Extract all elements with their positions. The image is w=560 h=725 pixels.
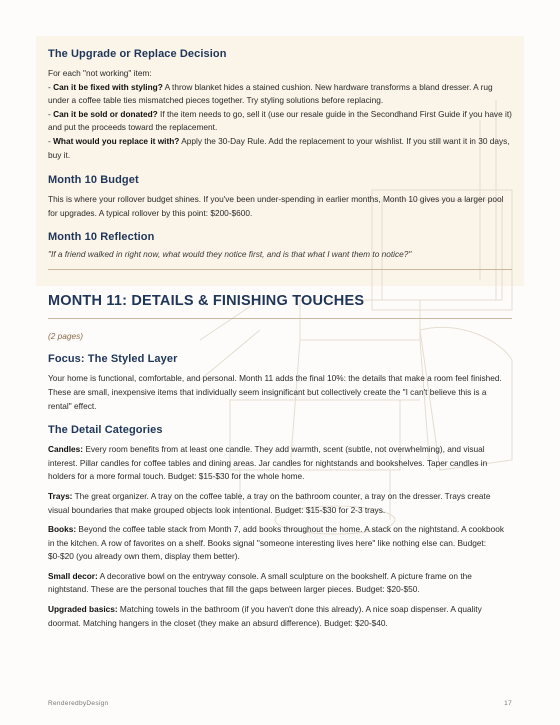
month11-title-block: [48, 293, 512, 319]
reflection-block: [48, 248, 512, 270]
page-number: 17: [504, 700, 512, 707]
reflection-heading: Month 10 Reflection: [48, 231, 155, 244]
page-footer: [48, 700, 512, 707]
focus-heading: Focus: The Styled Layer: [48, 353, 178, 366]
categories-heading: The Detail Categories: [48, 424, 163, 437]
category-item: [48, 570, 512, 597]
reflection-quote: "If a friend walked in right now, what would they notice first, and is that what I want them to notice?": [48, 249, 412, 260]
category-item: [48, 603, 512, 630]
category-text: Matching towels in the bathroom (if you haven't done this already). A nice soap dispenser. A quality doormat. Matching hangers in the closet (they make an absurd difference). Budget: $20-$40.: [48, 604, 482, 628]
category-lead: Upgraded basics:: [48, 604, 118, 615]
category-lead: Small decor:: [48, 570, 98, 581]
upgrade-intro: For each "not working" item:: [48, 68, 152, 78]
category-item: [48, 443, 512, 484]
pages-note: (2 pages): [48, 331, 84, 342]
focus-text: Your home is functional, comfortable, and personal. Month 11 adds the final 10%: the details that make a room feel finished. These are small, inexpensive items that individually seem insignificant but collectively create the "I can't believe this is a rental" effect.: [48, 373, 502, 411]
upgrade-item-text: If the item needs to go, sell it (use our resale guide in the Secondhand First Guide if you have it) and put the proceeds toward the replacement.: [48, 108, 512, 133]
category-lead: Trays:: [48, 490, 73, 501]
upgrade-item-text: Apply the 30-Day Rule. Add the replacement to your wishlist. If you still want it in 30 days, buy it.: [48, 135, 510, 160]
upgrade-heading: The Upgrade or Replace Decision: [48, 48, 227, 60]
upgrade-item-lead: Can it be sold or donated?: [53, 108, 158, 119]
category-text: Beyond the coffee table stack from Month 7, add books throughout the home. A stack on the nightstand. A cookbook in the kitchen. A row of favorites on a shelf. Books signal "someone interesting lives here" like nothing else can. Budget: $0-$20 (you already own them, display them better).: [48, 524, 505, 562]
category-text: A decorative bowl on the entryway console. A small sculpture on the bookshelf. A picture frame on the nightstand. These are the personal touches that fill the gaps between larger pieces. Budget: $20-$50.: [48, 570, 472, 595]
month11-title: MONTH 11: DETAILS & FINISHING TOUCHES: [48, 293, 365, 310]
upgrade-item-lead: Can it be fixed with styling?: [53, 81, 163, 92]
category-item: [48, 523, 512, 564]
upgrade-item-lead: What would you replace it with?: [53, 135, 180, 146]
budget-text: This is where your rollover budget shines. If you've been under-spending in earlier months, Month 10 gives you a larger pool for upgrades. A typical rollover by this point: $200-$600.: [48, 194, 504, 218]
category-lead: Books:: [48, 524, 77, 535]
category-text: Every room benefits from at least one candle. They add warmth, scent (subtle, not overwhelming), and visual interest. Pillar candles for coffee tables and dining areas. Jar candles for nightstands and bookshelves. Taper candles in holders for a more formal touch. Budget: $15-$30 for the whole home.: [48, 444, 488, 482]
category-item: [48, 490, 512, 517]
page-content: [48, 48, 512, 630]
upgrade-item-text: A throw blanket hides a stained cushion. New hardware transforms a bland dresser. A rug under a coffee table ties mismatched pieces together. Try styling solutions before replacing.: [48, 81, 493, 106]
category-text: The great organizer. A tray on the coffee table, a tray on the bathroom counter, a tray on the dresser. Trays create visual boundaries that make grouped objects look intentional. Budget: $15-$30 for 2-3 trays.: [48, 490, 491, 515]
budget-heading: Month 10 Budget: [48, 174, 139, 187]
upgrade-item: - What would you replace it with? Apply the 30-Day Rule. Add the replacement to your wishlist. If you still want it in 30 days, buy it.: [48, 135, 510, 160]
upgrade-item: - Can it be fixed with styling? A throw blanket hides a stained cushion. New hardware transforms a bland dresser. A rug under a coffee table ties mismatched pieces together. Try styling solutions before replacing.: [48, 81, 493, 106]
category-lead: Candles:: [48, 444, 84, 455]
footer-brand: RenderedbyDesign: [48, 700, 109, 707]
upgrade-item: - Can it be sold or donated? If the item needs to go, sell it (use our resale guide in the Secondhand First Guide if you have it) and put the proceeds toward the replacement.: [48, 108, 512, 133]
